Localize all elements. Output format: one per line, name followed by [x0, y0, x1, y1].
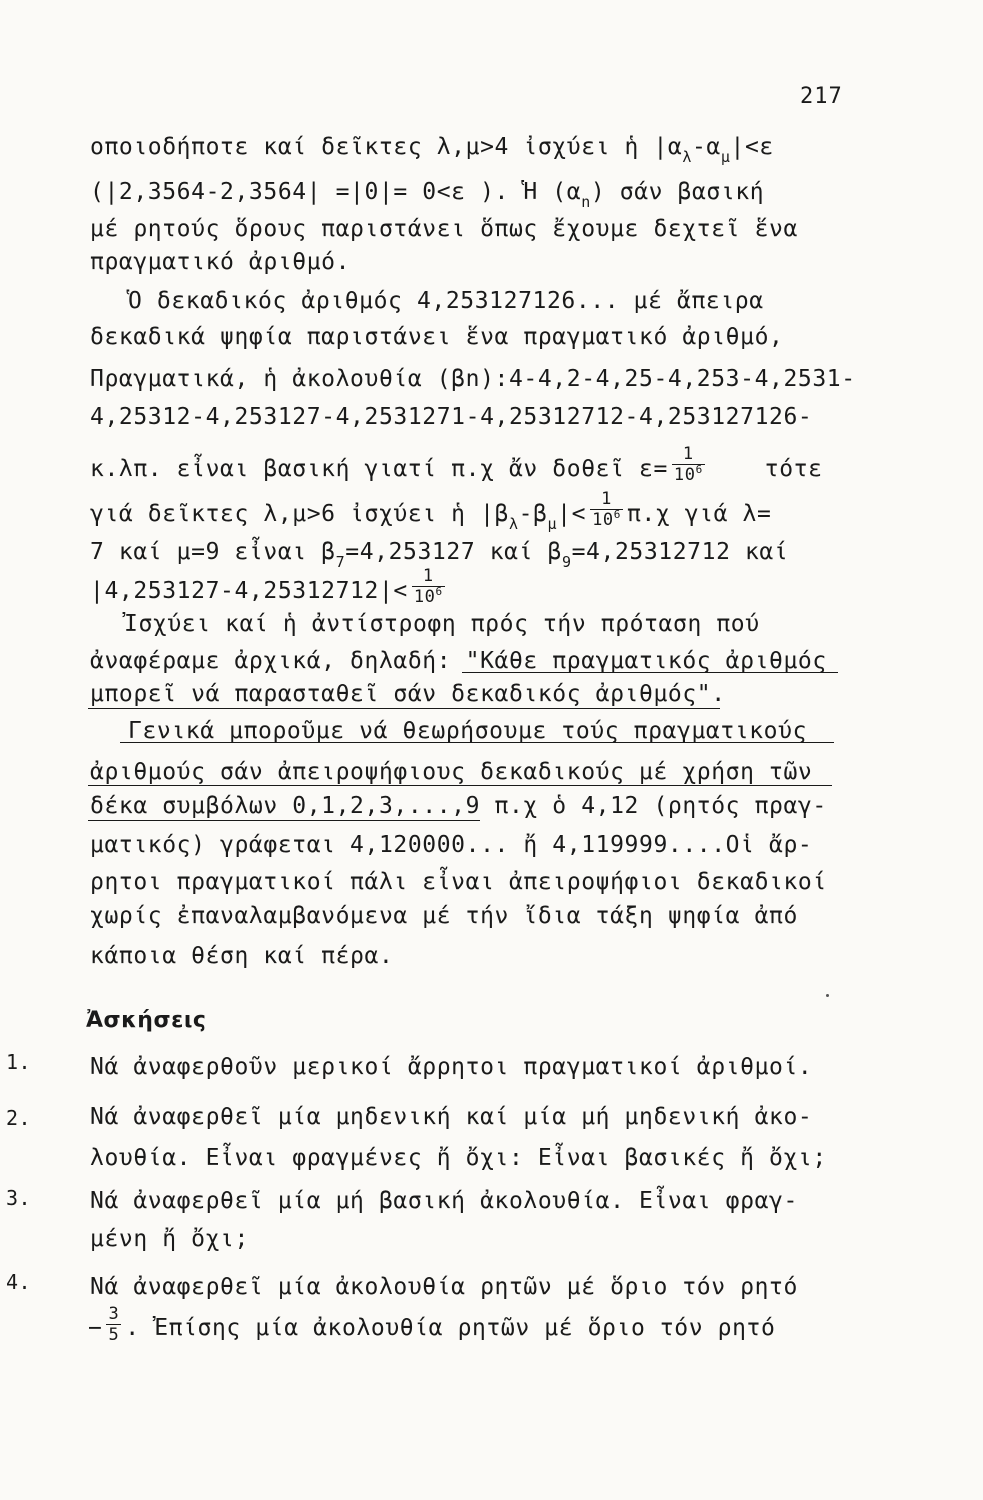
- text-line-1: οποιοδήποτε καί δεῖκτες λ,μ>4 ἰσχύει ἡ $|\alpha_\lambda-\alpha_\mu|<\varepsilon$: [90, 134, 774, 166]
- exercise-4-text-b: − $\frac{3}{5}$ . Ἐπίσης μία ἀκολουθία ρητῶν μέ ὅριο τόν ρητό: [88, 1304, 776, 1345]
- exercise-number-1: 1.: [6, 1050, 32, 1074]
- underline-14: [462, 672, 838, 673]
- exercise-number-2: 2.: [6, 1106, 32, 1130]
- text-line-2: (|2,3564-2,3564| =|0|= 0<ε ). Ἡ $(\alpha_n)$ σάν βασική: [90, 179, 765, 211]
- text-line-4: πραγματικό ἀριθμό.: [90, 249, 351, 275]
- stray-dot: [826, 994, 829, 997]
- underline-16: [120, 742, 834, 743]
- text-line-6: δεκαδικά ψηφία παριστάνει ἕνα πραγματικό ἀριθμό,: [90, 324, 784, 350]
- underline-17: [88, 785, 832, 786]
- exercise-3-text-b: μένη ἤ ὄχι;: [90, 1226, 249, 1252]
- exercise-2-text-a: Νά ἀναφερθεῖ μία μηδενική καί μία μή μηδενική ἀκο-: [90, 1104, 813, 1130]
- text-line-13: Ἰσχύει καί ἡ ἀντίστροφη πρός τήν πρόταση πού: [124, 611, 760, 637]
- exercise-number-3: 3.: [6, 1186, 32, 1210]
- text-line-19: ματικός) γράφεται 4,120000... ἤ 4,119999....Οἱ ἄρ-: [90, 832, 813, 858]
- underline-18: [88, 820, 480, 821]
- exercises-heading: Ἀσκήσεις: [86, 1008, 207, 1033]
- fraction-epsilon: $\frac{1}{10^6}$: [673, 444, 703, 485]
- text-line-21: χωρίς ἐπαναλαμβανόμενα μέ τήν ἴδια τάξη ψηφία ἀπό: [90, 903, 798, 929]
- text-line-8: 4,25312-4,253127-4,2531271-4,25312712-4,253127126-: [90, 404, 813, 430]
- exercise-3-text-a: Νά ἀναφερθεῖ μία μή βασική ἀκολουθία. Εἶναι φραγ-: [90, 1188, 798, 1214]
- text-line-18: δέκα συμβόλων 0,1,2,3,...,9 π.χ ὁ 4,12 (ρητός πραγ-: [90, 793, 827, 819]
- text-line-16: Γενικά μποροῦμε νά θεωρήσουμε τούς πραγματικούς: [128, 718, 808, 744]
- fraction-bound: $\frac{1}{10^6}$: [592, 489, 621, 530]
- text-line-7: Πραγματικά, ἡ ἀκολουθία (βn):4-4,2-4,25-4,253-4,2531-: [90, 366, 856, 392]
- text-line-20: ρητοι πραγματικοί πάλι εἶναι ἀπειροψήφιοι δεκαδικοί: [90, 869, 827, 895]
- text-line-10: γιά δεῖκτες λ,μ>6 ἰσχύει ἡ $|\beta_\lambda-\beta_\mu|<$ $\frac{1}{10^6}$ π.χ γιά λ=: [90, 489, 772, 533]
- page-number: 217: [800, 84, 843, 109]
- underline-15: [88, 708, 720, 709]
- text-line-11: 7 καί μ=9 εἶναι $\beta_7=4,253127$ καί $\beta_9=4,25312712$ καί: [90, 539, 789, 571]
- text-line-22: κάποια θέση καί πέρα.: [90, 943, 394, 969]
- text-line-15: μπορεῖ νά παρασταθεῖ σάν δεκαδικός ἀριθμός".: [90, 681, 726, 707]
- fraction-difference: $\frac{1}{10^6}$: [413, 566, 443, 607]
- exercise-1-text: Νά ἀναφερθοῦν μερικοί ἄρρητοι πραγματικοί ἀριθμοί.: [90, 1054, 813, 1080]
- exercise-2-text-b: λουθία. Εἶναι φραγμένες ἤ ὄχι: Εἶναι βασικές ἤ ὄχι;: [90, 1145, 827, 1171]
- text-line-3: μέ ρητούς ὅρους παριστάνει ὅπως ἔχουμε δεχτεῖ ἕνα: [90, 216, 798, 242]
- text-line-9: κ.λπ. εἶναι βασική γιατί π.χ ἄν δοθεῖ ε= $\frac{1}{10^6}$ τότε: [90, 444, 823, 485]
- fraction-three-fifths: $\frac{3}{5}$: [108, 1304, 120, 1345]
- text-line-17: ἀριθμούς σάν ἀπειροψήφιους δεκαδικούς μέ χρήση τῶν: [90, 759, 813, 785]
- text-line-12: |4,253127-4,25312712|< $\frac{1}{10^6}$: [90, 566, 443, 607]
- text-line-5: Ὁ δεκαδικός ἀριθμός 4,253127126... μέ ἄπειρα: [128, 288, 764, 314]
- exercise-number-4: 4.: [6, 1270, 32, 1294]
- text-line-14: ἀναφέραμε ἀρχικά, δηλαδή: "Κάθε πραγματικός ἀριθμός: [90, 648, 827, 674]
- exercise-4-text-a: Νά ἀναφερθεῖ μία ἀκολουθία ρητῶν μέ ὅριο τόν ρητό: [90, 1274, 798, 1300]
